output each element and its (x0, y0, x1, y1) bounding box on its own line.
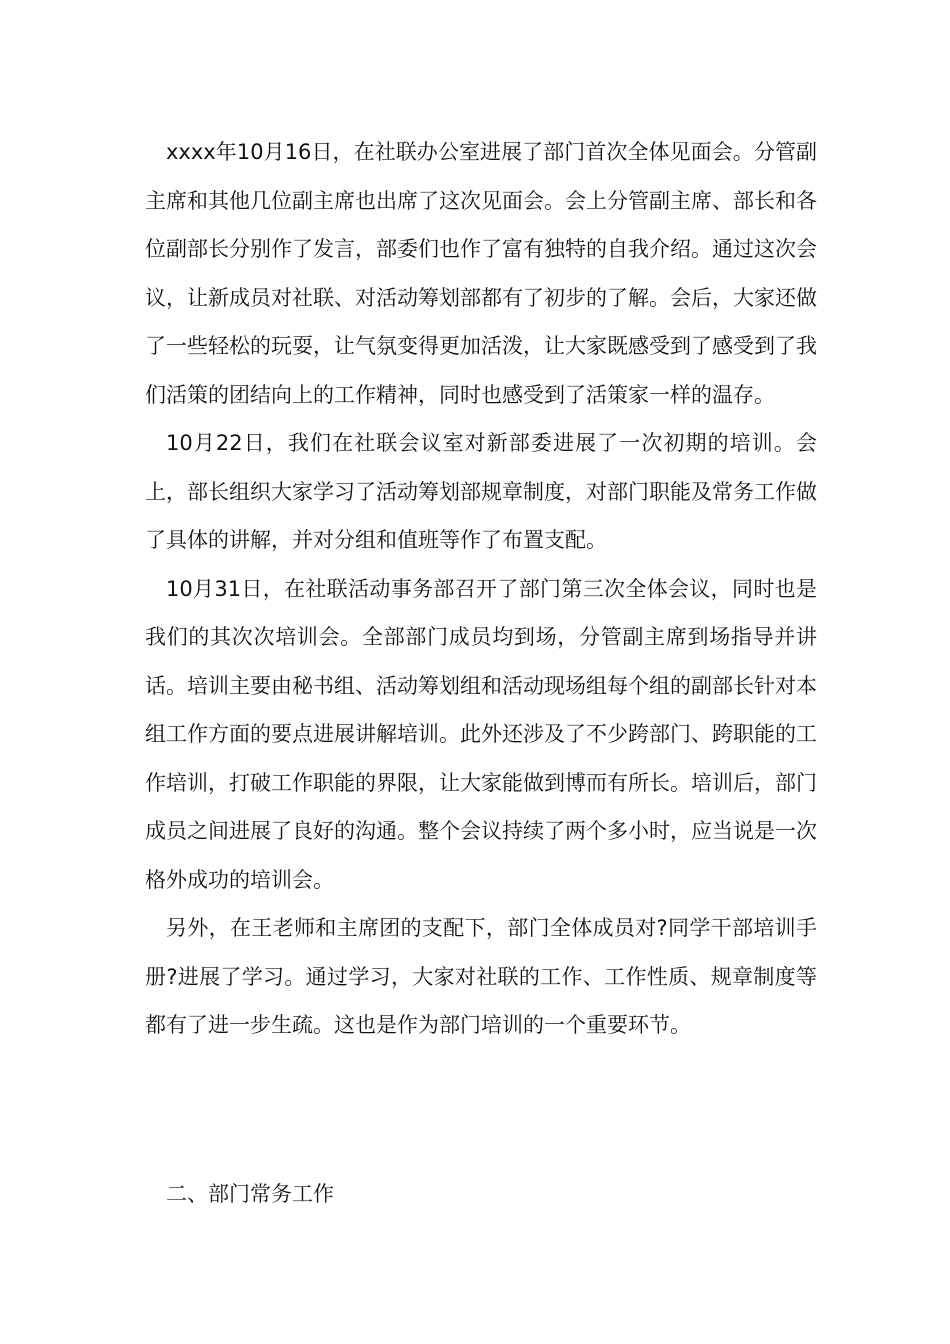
paragraph-second-training: 10月31日，在社联活动事务部召开了部门第三次全体会议，同时也是我们的其次次培训会。全部部门成员均到场，分管副主席到场指导并讲话。培训主要由秘书组、活动筹划组和活动现场组每个组的副部长针对本组工作方面的要点进展讲解培训。此外还涉及了不少跨部门、跨职能的工作培训，打破工作职能的界限，让大家能做到博而有所长。培训后，部门成员之间进展了良好的沟通。整个会议持续了两个多小时，应当说是一次格外成功的培训会。 (145, 576, 817, 892)
section-heading: 二、部门常务工作 (166, 1182, 334, 1206)
paragraph-initial-training: 10月22日，我们在社联会议室对新部委进展了一次初期的培训。会上，部长组织大家学习了活动筹划部规章制度，对部门职能及常务工作做了具体的讲解，并对分组和值班等作了布置支配。 (145, 431, 817, 552)
paragraph-first-meeting: xxxx年10月16日，在社联办公室进展了部门首次全体见面会。分管副主席和其他几位副主席也出席了这次见面会。会上分管副主席、部长和各位副部长分别作了发言，部委们也作了富有独特的自我介绍。通过这次会议，让新成员对社联、对活动筹划部都有了初步的了解。会后，大家还做了一些轻松的玩耍，让气氛变得更加活泼，让大家既感受到了感受到了我们活策的团结向上的工作精神，同时也感受到了活策家一样的温存。 (145, 140, 817, 407)
paragraph-handbook-study: 另外，在王老师和主席团的支配下，部门全体成员对?同学干部培训手册?进展了学习。通过学习，大家对社联的工作、工作性质、规章制度等都有了进一步生疏。这也是作为部门培训的一个重要环节。 (145, 916, 817, 1037)
document-body (145, 128, 817, 1050)
